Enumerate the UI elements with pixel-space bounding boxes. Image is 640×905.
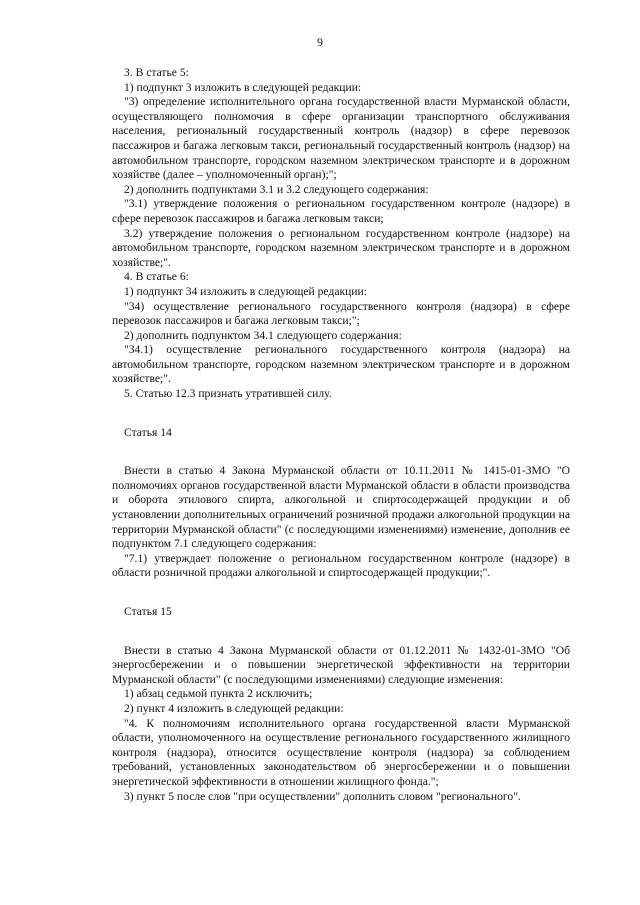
paragraph: 3. В статье 5: xyxy=(124,66,189,79)
paragraph: 1) подпункт 34 изложить в следующей редакции: xyxy=(124,284,367,298)
page-number: 9 xyxy=(317,36,323,49)
document-body xyxy=(112,66,570,804)
paragraph: 2) дополнить подпунктами 3.1 и 3.2 следующего содержания: xyxy=(124,182,429,196)
paragraph: 3) пункт 5 после слов "при осуществлении" дополнить словом "регионального". xyxy=(124,789,521,803)
paragraph: 2) пункт 4 изложить в следующей редакции: xyxy=(124,701,344,715)
paragraph: "3) определение исполнительного органа государственной власти Мурманской области, осуществляющего полномочия в сфере организации транспортного обслуживания населения, региональный государственный контроль (надзор) в сфере перевозок пассажиров и багажа легковым такси, региональный государственный контроль (надзор) на автомобильном транспорте, городском наземном электрическом транспорте и в дорожном хозяйстве (далее – уполномоченный орган);"; xyxy=(112,95,570,182)
paragraph: 1) абзац седьмой пункта 2 исключить; xyxy=(124,687,313,701)
article-heading: Статья 15 xyxy=(124,605,172,618)
paragraph: Внести в статью 4 Закона Мурманской области от 10.11.2011 № 1415-01-ЗМО "О полномочиях органов государственной власти Мурманской области в области производства и оборота этилового спирта, алкогольной и спиртосодержащей продукции и об установлении дополнительных ограничений розничной продажи алкогольной продукции на территории Мурманской области" (с последующими изменениями) изменение, дополнив ее подпунктом 7.1 следующего содержания: xyxy=(112,464,570,551)
paragraph: "7.1) утверждает положение о региональном государственном контроле (надзоре) в области розничной продажи алкогольной и спиртосодержащей продукции;". xyxy=(112,551,570,580)
paragraph: Внести в статью 4 Закона Мурманской области от 01.12.2011 № 1432-01-ЗМО "Об энергосбережении и о повышении энергетической эффективности на территории Мурманской области" (с последующими изменениями) следующие изменения: xyxy=(112,643,570,686)
paragraph: 1) подпункт 3 изложить в следующей редакции: xyxy=(124,80,362,94)
paragraph: 4. В статье 6: xyxy=(124,270,189,284)
paragraph: 2) дополнить подпунктом 34.1 следующего содержания: xyxy=(124,328,402,342)
paragraph: "4. К полномочиям исполнительного органа государственной власти Мурманской области, уполномоченного на осуществление регионального государственного жилищного контроля (надзора), относится осуществление контроля (надзора) за соблюдением требований, установленных законодательством об энергосбережении и о повышении энергетической эффективности в отношении жилищного фонда."; xyxy=(112,716,570,788)
article-heading: Статья 14 xyxy=(124,425,172,439)
paragraph: "34.1) осуществление регионального государственного контроля (надзора) на автомобильном транспорте, городском наземном электрическом транспорте и в дорожном хозяйстве;". xyxy=(112,343,570,386)
paragraph: "3.1) утверждение положения о региональном государственном контроле (надзоре) в сфере перевозок пассажиров и багажа легковым такси; xyxy=(112,197,570,225)
paragraph: "34) осуществление регионального государственного контроля (надзора) в сфере перевозок пассажиров и багажа легковым такси;"; xyxy=(112,299,570,328)
paragraph: 5. Статью 12.3 признать утратившей силу. xyxy=(124,387,332,401)
paragraph: 3.2) утверждение положения о региональном государственном контроле (надзоре) на автомобильном транспорте, городском наземном электрическом транспорте и в дорожном хозяйстве;". xyxy=(112,226,570,269)
